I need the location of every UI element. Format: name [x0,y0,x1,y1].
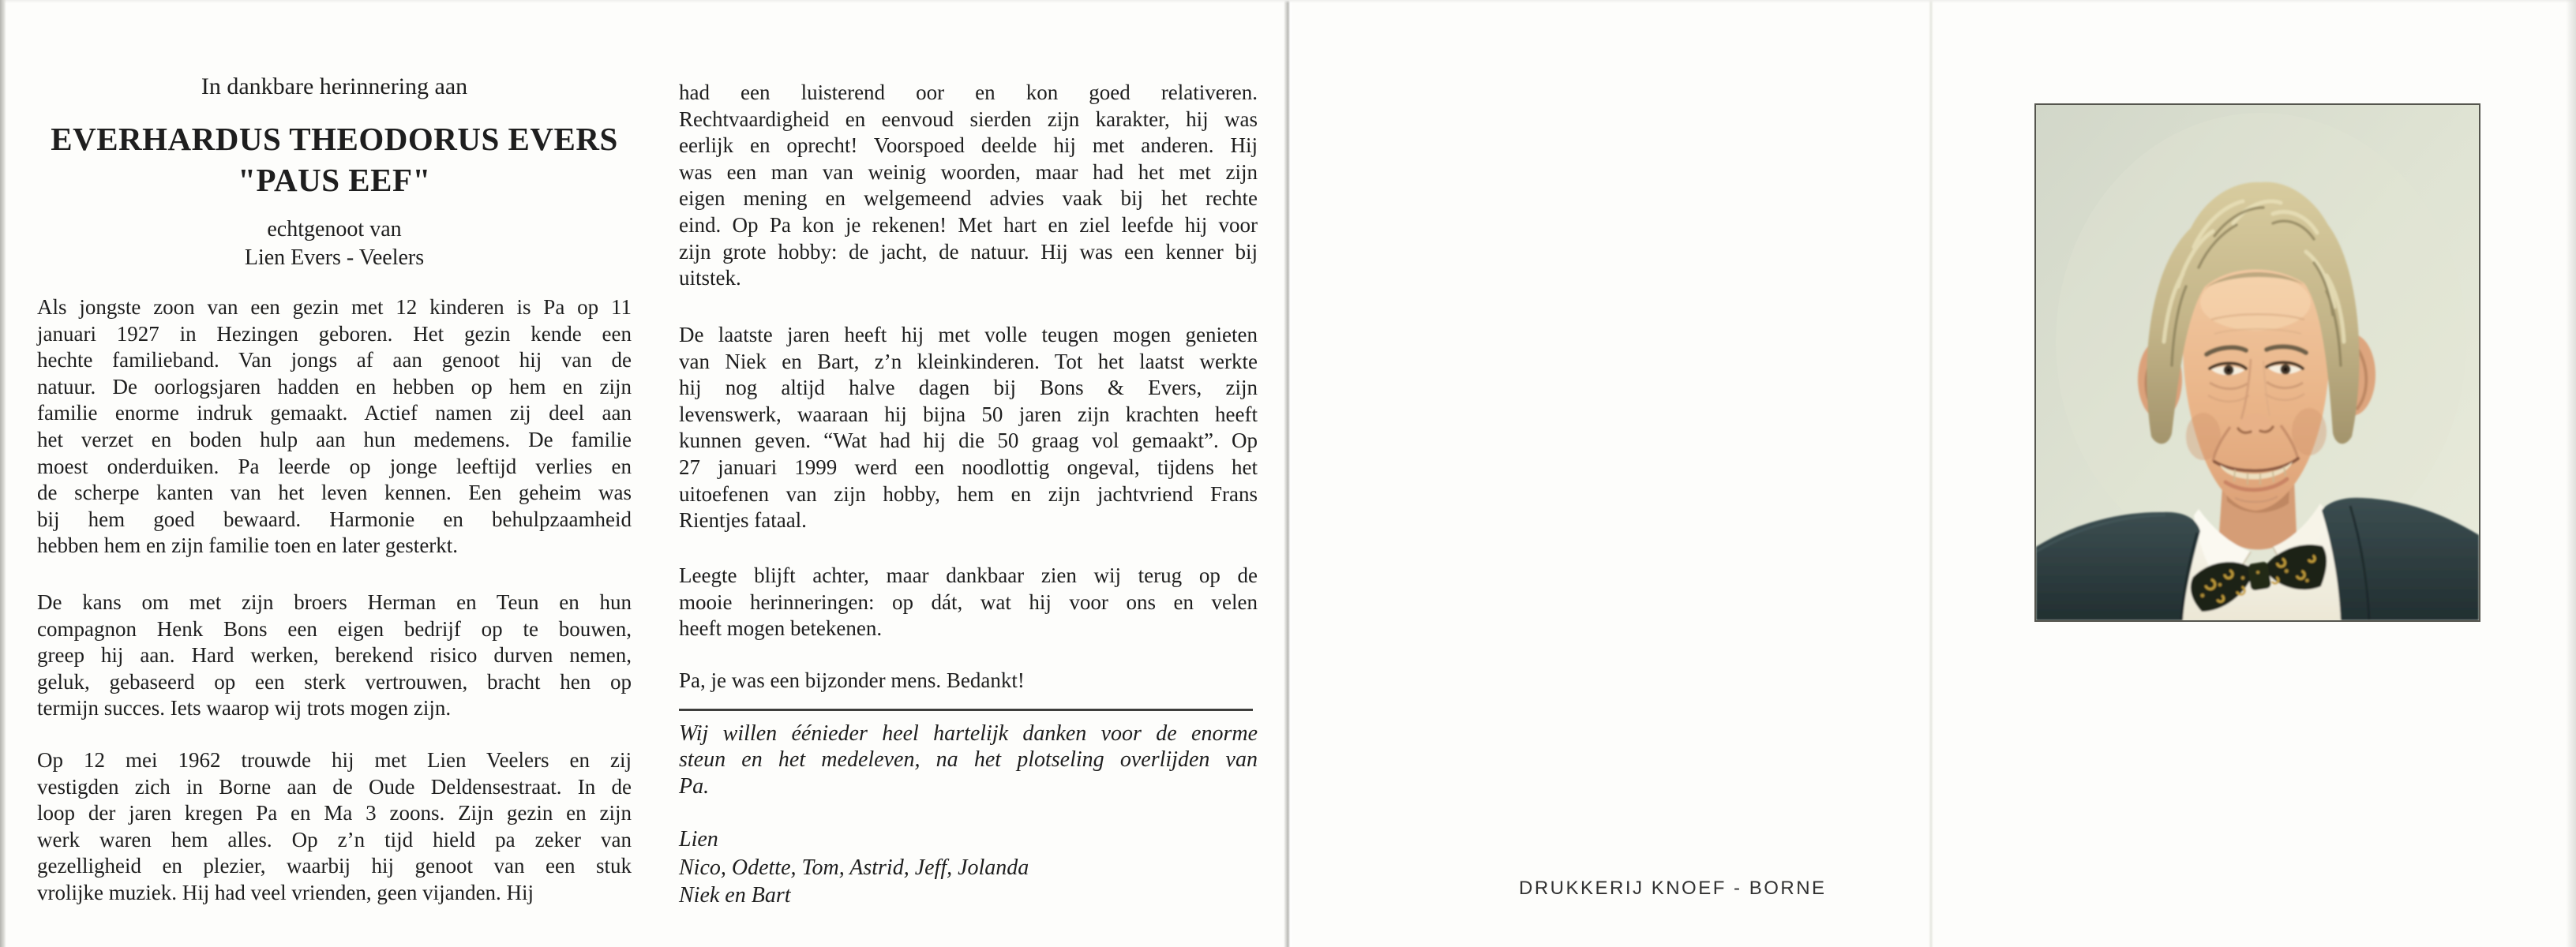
text-line: heeft mogen betekenen. [679,616,883,641]
text-line: De kans om met zijn broers Herman en Teun en hun [37,590,632,614]
text-line: vestigden zich in Borne aan de Oude Deldensestraat. In de [37,774,632,799]
text-line: familie enorme indruk gemaakt. Actief namen zij deel aan [37,401,632,425]
text-line: mooie herinneringen: op dát, wat hij voor ons en velen [679,590,1258,614]
scan-edge-right [2566,0,2576,947]
spouse-label: echtgenoot van [267,217,402,241]
text-line: was een man van weinig woorden, maar had het met zijn [679,159,1258,184]
printer-mark: DRUKKERIJ KNOEF - BORNE [1519,878,1827,899]
text-line: vrolijke muziek. Hij had veel vrienden, geen vijanden. Hij [37,880,534,904]
spouse-name: Lien Evers - Veelers [244,245,425,270]
text-line: Wij willen éénieder heel hartelijk danken voor de enorme [679,721,1258,746]
text-line: uitstek. [679,266,741,290]
text-line: hij nog altijd halve dagen bij Bons & Evers, zijn [679,376,1258,400]
text-line: Rientjes fataal. [679,508,807,533]
portrait-illustration [2036,105,2479,620]
left-paragraph-2 [37,590,632,722]
text-line: had een luisterend oor en kon goed relativeren. [679,80,1258,104]
card-fold-line [1284,0,1293,947]
text-line: gezelligheid en plezier, waarbij hij genoot van een stuk [37,854,632,878]
text-line: hechte familieband. Van jongs af aan genoot hij van de [37,348,632,372]
left-paragraph-1 [37,294,632,560]
signatures [679,825,1258,910]
text-line: hebben hem en zijn familie toen en later gesterkt. [37,533,459,558]
text-line: 27 januari 1999 werd een noodlottig ongeval, tijdens het [679,455,1258,479]
text-line: werk waren hem alles. Op z’n tijd hield pa zeker van [37,827,632,852]
text-line: loop der jaren kregen Pa en Ma 3 zoons. Zijn gezin en zijn [37,801,632,825]
text-line: natuur. De oorlogsjaren hadden en hebben op hem en zijn [37,374,632,399]
deceased-name: EVERHARDUS THEODORUS EVERS [51,121,618,157]
text-line: De laatste jaren heeft hij met volle teugen mogen genieten [679,323,1258,346]
text-line: termijn succes. Iets waarop wij trots mogen zijn. [37,696,452,721]
portrait-photo [2034,103,2480,622]
middle-paragraph-3 [679,563,1258,642]
text-line: compagnon Henk Bons een eigen bedrijf op te bouwen, [37,616,632,641]
text-line: steun en het medeleven, na het plotseling overlijden van [679,747,1258,773]
text-line: Nico, Odette, Tom, Astrid, Jeff, Jolanda [679,855,1029,880]
middle-paragraph-1 [679,80,1258,292]
text-line: zijn grote hobby: de jacht, de natuur. Hij was een kenner bij [679,239,1258,264]
text-line: Rechtvaardigheid en eenvoud sierden zijn karakter, hij was [679,107,1258,131]
scan-edge-top [0,0,2576,3]
text-line: levenswerk, waaraan hij bijna 50 jaren zijn krachten heeft [679,402,1258,426]
card-fold-line-faint [1929,0,1933,947]
text-line: Als jongste zoon van een gezin met 12 kinderen is Pa op 11 [37,295,632,319]
text-line: Leegte blijft achter, maar dankbaar zien wij terug op de [679,563,1258,587]
text-line: Lien [679,827,718,852]
nickname: "PAUS EEF" [238,162,431,198]
text-line: de scherpe kanten van het leven kennen. Een geheim was [37,481,632,505]
text-line: Niek en Bart [679,883,791,908]
left-paragraph-3 [37,747,632,907]
text-line: Pa. [679,773,710,799]
text-line: eind. Op Pa kon je rekenen! Met hart en ziel leefde hij voor [679,212,1258,237]
text-line: greep hij aan. Hard werken, berekend risico durven nemen, [37,643,632,668]
middle-paragraph-2 [679,322,1258,534]
card-header [37,73,632,271]
text-line: uitoefenen van zijn hobby, hem en zijn jachtvriend Frans [679,481,1258,506]
scan-edge-bottom [0,938,2576,947]
text-line: eigen mening en welgemeend advies vaak bij het rechte [679,186,1258,211]
text-line: moest onderduiken. Pa leerde op jonge leeftijd verlies en [37,454,632,478]
divider-rule [679,709,1253,711]
text-line: januari 1927 in Hezingen geboren. Het gezin kende een [37,321,632,346]
closing-line: Pa, je was een bijzonder mens. Bedankt! [679,668,1025,692]
text-line: eerlijk en oprecht! Voorspoed deelde hij met anderen. Hij [679,133,1258,158]
text-line: kunnen geven. “Wat had hij die 50 graag vol gemaakt”. Op [679,429,1258,453]
scan-edge-left [0,0,6,947]
text-line: Op 12 mei 1962 trouwde hij met Lien Veelers en zij [37,748,632,772]
thanks-paragraph [679,721,1258,799]
text-line: het verzet en boden hulp aan hun medemens. De familie [37,427,632,451]
text-line: bij hem goed bewaard. Harmonie en behulpzaamheid [37,507,632,531]
intro-line: In dankbare herinnering aan [201,73,468,99]
text-line: geluk, gebaseerd op een sterk vertrouwen, bracht hen op [37,669,632,694]
text-line: van Niek en Bart, z’n kleinkinderen. Tot het laatst werkte [679,349,1258,373]
